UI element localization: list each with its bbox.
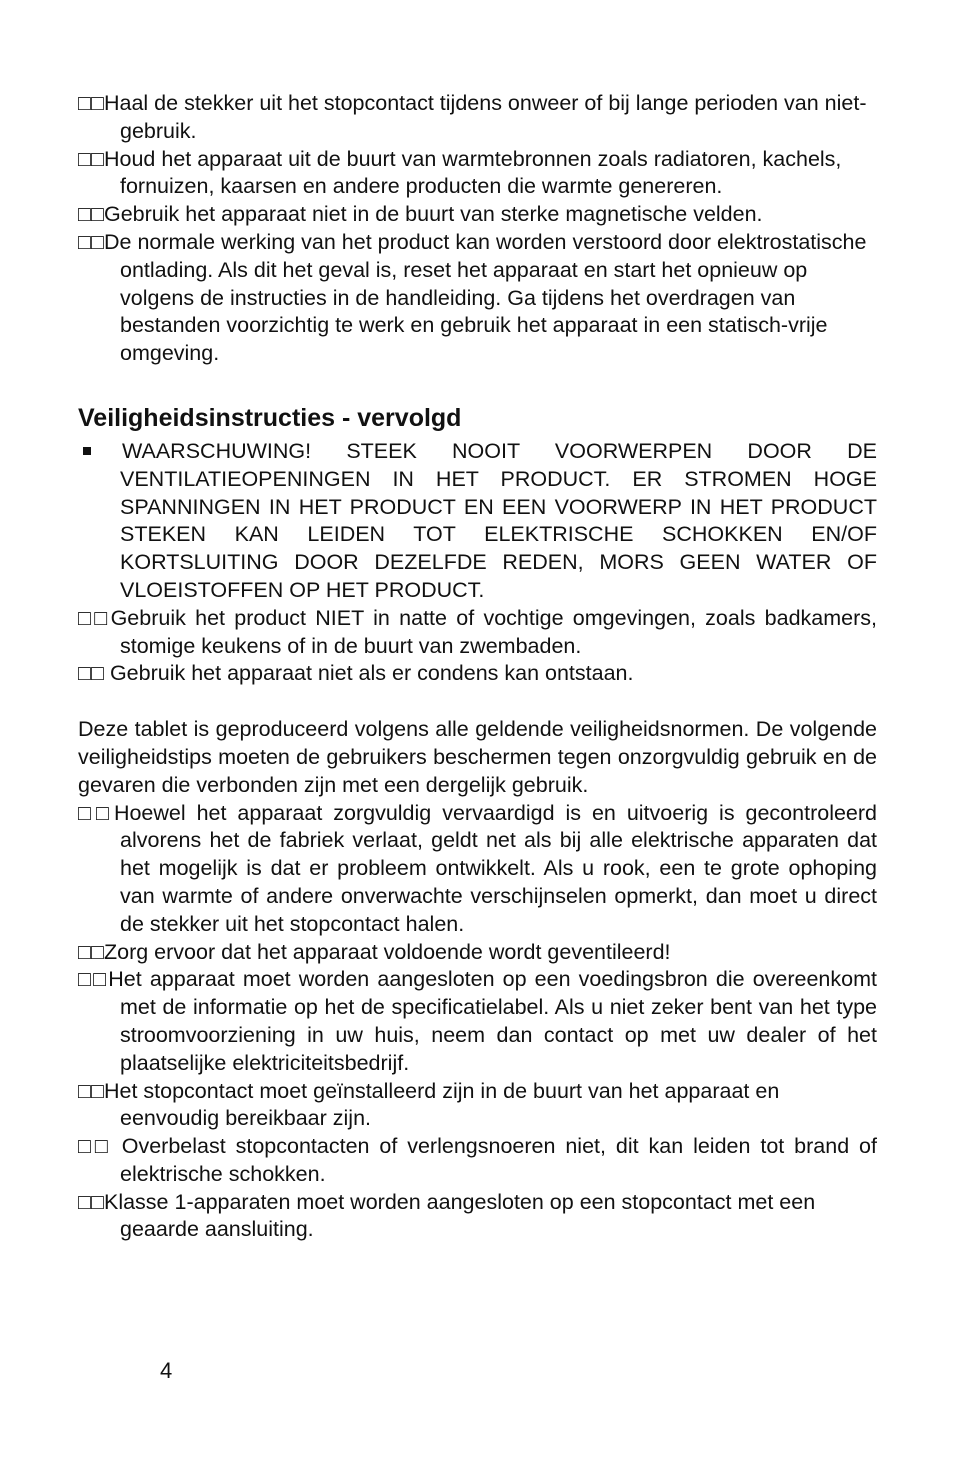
bullet-glyph: □□	[78, 202, 104, 227]
bullet-glyph: □□	[78, 1189, 104, 1214]
document-page	[78, 90, 877, 1244]
safety-list-bottom	[78, 800, 877, 1245]
list-item-text: Overbelast stopcontacten of verlengsnoeren niet, dit kan leiden tot brand of elektrische schokken.	[111, 1134, 877, 1186]
list-item-text: Hoewel het apparaat zorgvuldig vervaardigd is en uitvoerig is gecontroleerd alvorens het de fabriek verlaat, geldt net als bij alle elektrische apparaten dat het mogelijk is dat er probleem ontwikkelt. Als u rook, een te grote ophoping van warmte of andere onverwachte verschijnselen opmerkt, dan moet u direct de stekker uit het stopcontact halen.	[113, 800, 877, 936]
list-item	[78, 146, 877, 202]
bullet-glyph: □□	[78, 800, 114, 825]
safety-list-top	[78, 90, 877, 368]
list-item	[78, 1189, 877, 1245]
bullet-glyph: □□	[78, 146, 104, 171]
bullet-glyph: □□	[78, 939, 104, 964]
bullet-glyph: □□	[78, 661, 104, 686]
page-number: 4	[160, 1358, 173, 1383]
list-item-text: Klasse 1-apparaten moet worden aangesloten op een stopcontact met een geaarde aansluiting.	[103, 1189, 816, 1242]
list-item-text: Gebruik het apparaat niet in de buurt van sterke magnetische velden.	[103, 202, 763, 227]
list-item-text: Gebruik het product NIET in natte of vochtige omgevingen, zoals badkamers, stomige keukens of in de buurt van zwembaden.	[110, 605, 877, 658]
list-item	[78, 939, 877, 967]
list-item-text: Het apparaat moet worden aangesloten op een voedingsbron die overeenkomt met de informatie op het de specificatielabel. Als u niet zeker bent van het type stroomvoorziening in uw huis, neem dan contact op met uw dealer of het plaatselijke elektriciteitsbedrijf.	[108, 967, 877, 1075]
list-item	[78, 1078, 877, 1134]
square-bullet-icon	[83, 447, 91, 455]
list-item-text: Haal de stekker uit het stopcontact tijdens onweer of bij lange perioden van niet-gebruik.	[103, 91, 867, 143]
list-item-text: Houd het apparaat uit de buurt van warmtebronnen zoals radiatoren, kachels, fornuizen, kaarsen en andere producten die warmte genereren.	[103, 146, 842, 199]
list-item	[78, 966, 877, 1077]
intro-paragraph: Deze tablet is geproduceerd volgens alle geldende veiligheidsnormen. De volgende veiligheidstips moeten de gebruikers beschermen tegen onzorgvuldig gebruik en de gevaren die verbonden zijn met een dergelijk gebruik.	[78, 717, 877, 797]
list-item	[78, 90, 877, 146]
section-heading: Veiligheidsinstructies - vervolgd	[78, 403, 462, 432]
list-item	[78, 201, 877, 229]
warning-item	[78, 438, 877, 605]
bullet-glyph: □□	[78, 967, 109, 992]
warning-text: WAARSCHUWING! STEEK NOOIT VOORWERPEN DOOR DE VENTILATIEOPENINGEN IN HET PRODUCT. ER STROMEN HOGE SPANNINGEN IN HET PRODUCT EN EEN VOORWERP IN HET PRODUCT STEKEN KAN LEIDEN TOT ELEKTRISCHE SCHOKKEN EN/OF KORTSLUITING DOOR DEZELFDE REDEN, MORS GEEN WATER OF VLOEISTOFFEN OP HET PRODUCT.	[120, 438, 877, 602]
list-item	[78, 660, 877, 688]
bullet-glyph: □□	[78, 1134, 112, 1159]
bullet-glyph: □□	[78, 605, 111, 630]
list-item	[78, 229, 877, 368]
list-item-text: Zorg ervoor dat het apparaat voldoende wordt geventileerd!	[103, 939, 671, 964]
list-item-text: Het stopcontact moet geïnstalleerd zijn in de buurt van het apparaat en eenvoudig bereikbaar zijn.	[103, 1078, 780, 1131]
bullet-glyph: □□	[78, 1078, 104, 1103]
list-item	[78, 1133, 877, 1189]
bullet-glyph: □□	[78, 91, 104, 115]
list-item-text: Gebruik het apparaat niet als er condens kan ontstaan.	[103, 661, 634, 686]
list-item-text: De normale werking van het product kan worden verstoord door elektrostatische ontlading. Als dit het geval is, reset het apparaat en start het opnieuw op volgens de instructies in de handleiding. Ga tijdens het overdragen van bestanden voorzichtig te werk en gebruik het apparaat in een statisch-vrije omgeving.	[103, 229, 867, 366]
safety-list-mid	[78, 605, 877, 688]
bullet-glyph: □□	[78, 229, 104, 254]
list-item	[78, 800, 877, 939]
list-item	[78, 605, 877, 661]
